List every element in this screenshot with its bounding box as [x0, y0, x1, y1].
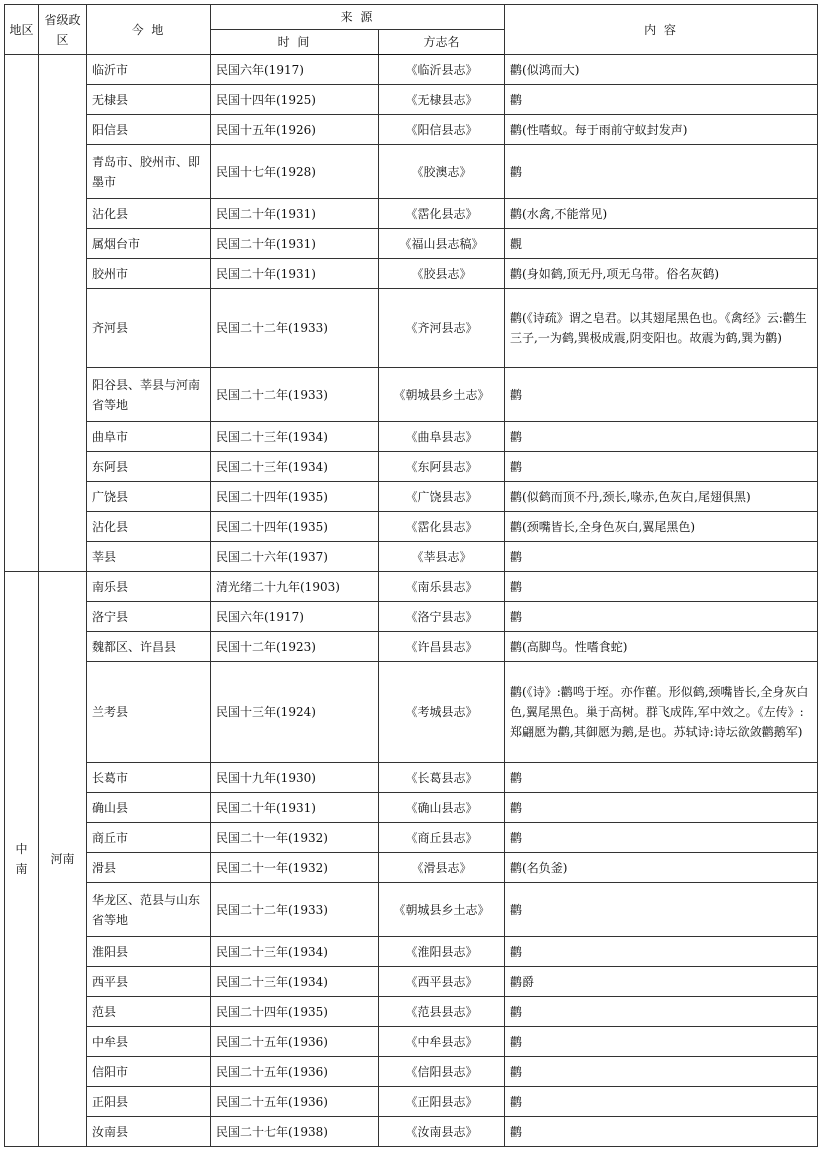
content-cell: 鹳 [505, 1087, 818, 1117]
table-row [5, 793, 818, 823]
place-cell: 兰考县 [87, 662, 211, 763]
gazetteer-cell: 《胶县志》 [379, 259, 505, 289]
content-cell: 鹳(颈嘴皆长,全身色灰白,翼尾黑色) [505, 512, 818, 542]
place-cell: 华龙区、范县与山东省等地 [87, 883, 211, 937]
content-cell: 鹳 [505, 997, 818, 1027]
region-cell [5, 55, 39, 572]
table-row [5, 145, 818, 199]
place-cell: 汝南县 [87, 1117, 211, 1147]
content-cell: 鹳 [505, 452, 818, 482]
place-cell: 西平县 [87, 967, 211, 997]
header-region: 地区 [5, 5, 39, 55]
table-row [5, 1057, 818, 1087]
content-cell: 鹳(名负釜) [505, 853, 818, 883]
time-cell: 民国二十四年(1935) [211, 512, 379, 542]
gazetteer-cell: 《东阿县志》 [379, 452, 505, 482]
content-cell: 鹳爵 [505, 967, 818, 997]
content-cell: 鹳 [505, 85, 818, 115]
gazetteer-cell: 《朝城县乡土志》 [379, 883, 505, 937]
gazetteer-cell: 《霑化县志》 [379, 199, 505, 229]
table-row [5, 368, 818, 422]
table-row [5, 55, 818, 85]
time-cell: 民国二十一年(1932) [211, 823, 379, 853]
header-province: 省级政区 [39, 5, 87, 55]
table-row [5, 632, 818, 662]
table-row [5, 289, 818, 368]
content-cell: 鹳 [505, 422, 818, 452]
place-cell: 沾化县 [87, 199, 211, 229]
gazetteer-cell: 《确山县志》 [379, 793, 505, 823]
table-row [5, 853, 818, 883]
province-cell: 河南 [39, 572, 87, 1147]
header-time: 时 间 [211, 30, 379, 55]
time-cell: 民国二十五年(1936) [211, 1027, 379, 1057]
content-cell: 鹳 [505, 1057, 818, 1087]
time-cell: 民国十七年(1928) [211, 145, 379, 199]
gazetteer-cell: 《齐河县志》 [379, 289, 505, 368]
content-cell: 鹳(高脚鸟。性嗜食蛇) [505, 632, 818, 662]
table-row [5, 763, 818, 793]
place-cell: 齐河县 [87, 289, 211, 368]
table-row [5, 997, 818, 1027]
time-cell: 民国十五年(1926) [211, 115, 379, 145]
table-row [5, 452, 818, 482]
content-cell: 觀 [505, 229, 818, 259]
content-cell: 鹳(似鹤而顶不丹,颈长,喙赤,色灰白,尾翅俱黑) [505, 482, 818, 512]
place-cell: 商丘市 [87, 823, 211, 853]
place-cell: 信阳市 [87, 1057, 211, 1087]
gazetteer-cell: 《南乐县志》 [379, 572, 505, 602]
header-gazetteer: 方志名 [379, 30, 505, 55]
place-cell: 阳信县 [87, 115, 211, 145]
time-cell: 民国十九年(1930) [211, 763, 379, 793]
content-cell: 鹳 [505, 602, 818, 632]
place-cell: 东阿县 [87, 452, 211, 482]
time-cell: 民国二十一年(1932) [211, 853, 379, 883]
place-cell: 属烟台市 [87, 229, 211, 259]
table-row [5, 422, 818, 452]
place-cell: 广饶县 [87, 482, 211, 512]
time-cell: 民国二十年(1931) [211, 229, 379, 259]
content-cell: 鹳 [505, 1117, 818, 1147]
place-cell: 临沂市 [87, 55, 211, 85]
content-cell: 鹳 [505, 793, 818, 823]
place-cell: 沾化县 [87, 512, 211, 542]
gazetteer-cell: 《朝城县乡土志》 [379, 368, 505, 422]
gazetteer-cell: 《范县县志》 [379, 997, 505, 1027]
gazetteer-cell: 《商丘县志》 [379, 823, 505, 853]
table-row [5, 199, 818, 229]
time-cell: 民国二十三年(1934) [211, 937, 379, 967]
gazetteer-cell: 《淮阳县志》 [379, 937, 505, 967]
content-cell: 鹳 [505, 368, 818, 422]
time-cell: 民国十二年(1923) [211, 632, 379, 662]
place-cell: 范县 [87, 997, 211, 1027]
gazetteer-cell: 《滑县志》 [379, 853, 505, 883]
gazetteer-cell: 《胶澳志》 [379, 145, 505, 199]
header-content: 内 容 [505, 5, 818, 55]
content-cell: 鹳 [505, 823, 818, 853]
time-cell: 民国二十五年(1936) [211, 1057, 379, 1087]
gazetteer-cell: 《西平县志》 [379, 967, 505, 997]
place-cell: 无棣县 [87, 85, 211, 115]
place-cell: 确山县 [87, 793, 211, 823]
table-row [5, 967, 818, 997]
table-row [5, 115, 818, 145]
gazetteer-cell: 《汝南县志》 [379, 1117, 505, 1147]
gazetteer-cell: 《考城县志》 [379, 662, 505, 763]
content-cell: 鹳 [505, 763, 818, 793]
place-cell: 胶州市 [87, 259, 211, 289]
gazetteer-cell: 《广饶县志》 [379, 482, 505, 512]
gazetteer-cell: 《曲阜县志》 [379, 422, 505, 452]
gazetteer-cell: 《无棣县志》 [379, 85, 505, 115]
table-row [5, 602, 818, 632]
gazetteer-cell: 《阳信县志》 [379, 115, 505, 145]
time-cell: 民国二十六年(1937) [211, 542, 379, 572]
page [4, 4, 818, 1147]
place-cell: 淮阳县 [87, 937, 211, 967]
table-body [5, 55, 818, 1147]
time-cell: 民国二十五年(1936) [211, 1087, 379, 1117]
table-row [5, 662, 818, 763]
content-cell: 鹳(《诗疏》谓之皂君。以其翅尾黑色也。《禽经》云:鹳生三子,一为鹤,巽极成震,阴变阳也。故震为鹤,巽为鹳) [505, 289, 818, 368]
table-row [5, 229, 818, 259]
region-cell: 中南 [5, 572, 39, 1147]
table-row [5, 85, 818, 115]
table-row [5, 937, 818, 967]
content-cell: 鹳(似鸿而大) [505, 55, 818, 85]
time-cell: 民国二十四年(1935) [211, 482, 379, 512]
time-cell: 民国二十年(1931) [211, 793, 379, 823]
table-row [5, 512, 818, 542]
time-cell: 民国六年(1917) [211, 55, 379, 85]
gazetteer-cell: 《信阳县志》 [379, 1057, 505, 1087]
content-cell: 鹳(身如鹤,顶无丹,项无乌带。俗名灰鹤) [505, 259, 818, 289]
gazetteer-cell: 《许昌县志》 [379, 632, 505, 662]
time-cell: 民国二十年(1931) [211, 199, 379, 229]
time-cell: 清光绪二十九年(1903) [211, 572, 379, 602]
content-cell: 鹳 [505, 542, 818, 572]
content-cell: 鹳 [505, 572, 818, 602]
content-cell: 鹳(《诗》:鹳鸣于垤。亦作雚。形似鹤,颈嘴皆长,全身灰白色,翼尾黑色。巢于高树。群飞成阵,军中效之。《左传》:郑翩愿为鹳,其御愿为鹅,是也。苏轼诗:诗坛欲敛鹳鹅军) [505, 662, 818, 763]
gazetteer-cell: 《正阳县志》 [379, 1087, 505, 1117]
time-cell: 民国二十二年(1933) [211, 368, 379, 422]
gazetteer-cell: 《莘县志》 [379, 542, 505, 572]
content-cell: 鹳(水禽,不能常见) [505, 199, 818, 229]
place-cell: 正阳县 [87, 1087, 211, 1117]
gazetteer-cell: 《临沂县志》 [379, 55, 505, 85]
time-cell: 民国十四年(1925) [211, 85, 379, 115]
province-cell [39, 55, 87, 572]
table-row [5, 482, 818, 512]
time-cell: 民国二十年(1931) [211, 259, 379, 289]
time-cell: 民国六年(1917) [211, 602, 379, 632]
content-cell: 鹳 [505, 145, 818, 199]
gazetteer-cell: 《霑化县志》 [379, 512, 505, 542]
table-row [5, 823, 818, 853]
time-cell: 民国二十四年(1935) [211, 997, 379, 1027]
time-cell: 民国二十二年(1933) [211, 289, 379, 368]
place-cell: 魏都区、许昌县 [87, 632, 211, 662]
place-cell: 中牟县 [87, 1027, 211, 1057]
place-cell: 莘县 [87, 542, 211, 572]
time-cell: 民国二十三年(1934) [211, 422, 379, 452]
place-cell: 阳谷县、莘县与河南省等地 [87, 368, 211, 422]
time-cell: 民国二十七年(1938) [211, 1117, 379, 1147]
gazetteer-cell: 《洛宁县志》 [379, 602, 505, 632]
gazetteer-cell: 《中牟县志》 [379, 1027, 505, 1057]
header-place: 今 地 [87, 5, 211, 55]
content-cell: 鹳 [505, 883, 818, 937]
table-row [5, 259, 818, 289]
time-cell: 民国二十三年(1934) [211, 967, 379, 997]
header-source: 来 源 [211, 5, 505, 30]
gazetteer-table [4, 4, 818, 1147]
place-cell: 长葛市 [87, 763, 211, 793]
table-row [5, 572, 818, 602]
table-header [5, 5, 818, 55]
place-cell: 滑县 [87, 853, 211, 883]
table-row [5, 1117, 818, 1147]
time-cell: 民国十三年(1924) [211, 662, 379, 763]
table-row [5, 1087, 818, 1117]
content-cell: 鹳 [505, 937, 818, 967]
content-cell: 鹳 [505, 1027, 818, 1057]
gazetteer-cell: 《长葛县志》 [379, 763, 505, 793]
gazetteer-cell: 《福山县志稿》 [379, 229, 505, 259]
table-row [5, 1027, 818, 1057]
place-cell: 南乐县 [87, 572, 211, 602]
content-cell: 鹳(性嗜蚁。每于雨前守蚁封发声) [505, 115, 818, 145]
time-cell: 民国二十三年(1934) [211, 452, 379, 482]
table-row [5, 542, 818, 572]
place-cell: 曲阜市 [87, 422, 211, 452]
time-cell: 民国二十二年(1933) [211, 883, 379, 937]
table-row [5, 883, 818, 937]
place-cell: 洛宁县 [87, 602, 211, 632]
place-cell: 青岛市、胶州市、即墨市 [87, 145, 211, 199]
